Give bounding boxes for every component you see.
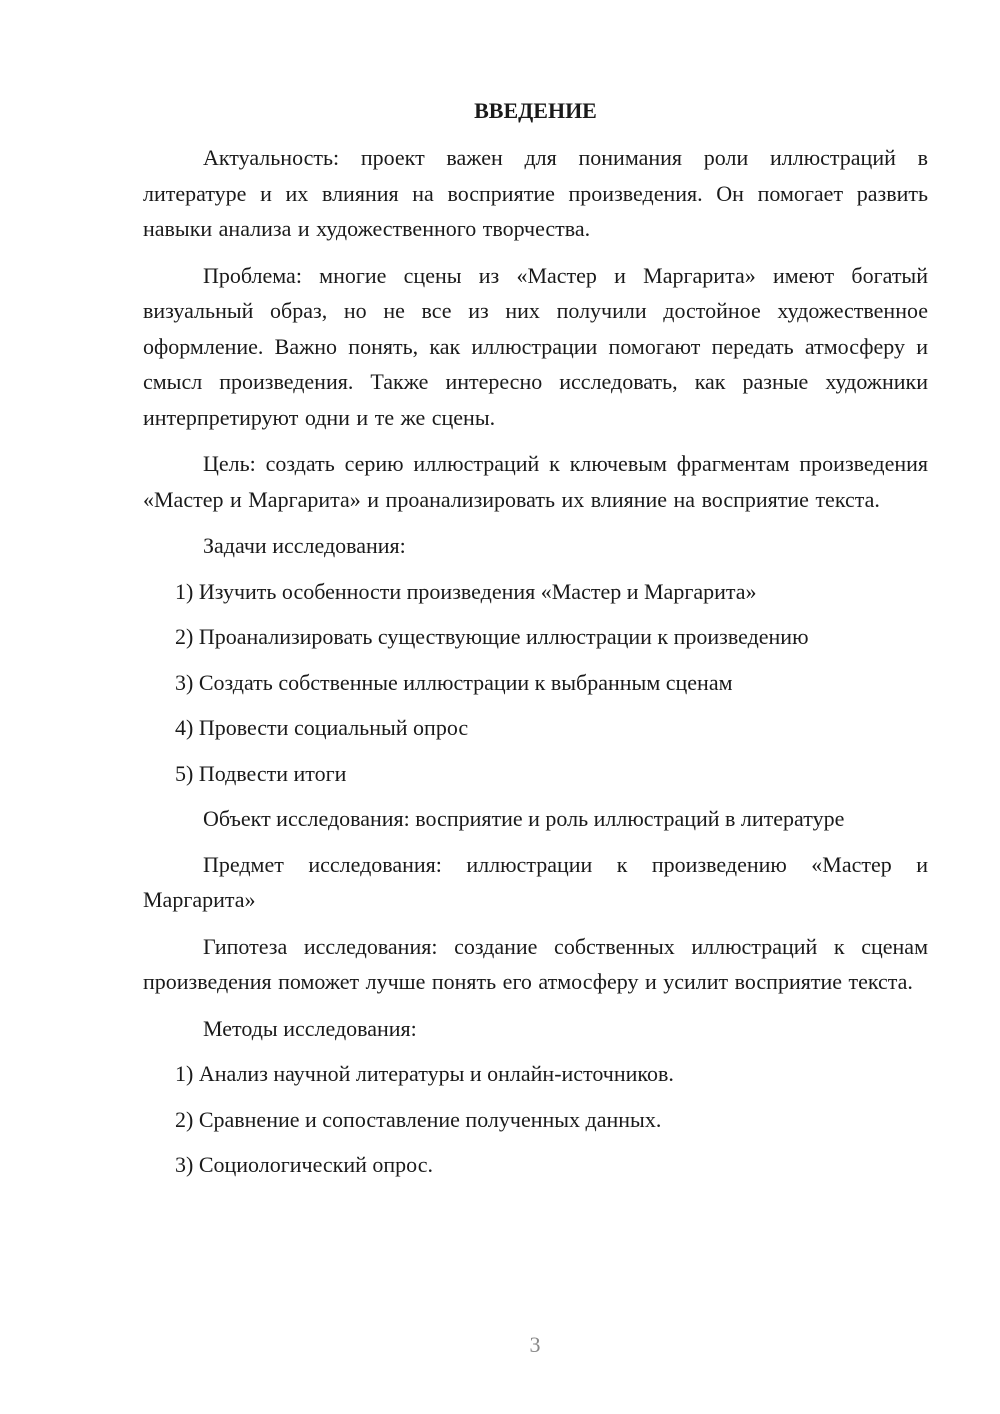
object-line: Объект исследования: восприятие и роль иллюстраций в литературе bbox=[203, 806, 845, 831]
list-item: 2) Сравнение и сопоставление полученных данных. bbox=[175, 1106, 662, 1132]
actuality-paragraph: Актуальность: проект важен для понимания роли иллюстраций в литературе и их влияния на восприятие произведения. Он помогает развить навыки анализа и художественного творчества. bbox=[143, 145, 928, 241]
list-item: 1) Анализ научной литературы и онлайн-источников. bbox=[175, 1061, 674, 1086]
list-item: 5) Подвести итоги bbox=[175, 760, 347, 786]
tasks-label: Задачи исследования: bbox=[203, 533, 406, 558]
section-heading: ВВЕДЕНИЕ bbox=[474, 98, 597, 123]
list-item: 2) Проанализировать существующие иллюстрации к произведению bbox=[175, 624, 809, 649]
hypothesis-paragraph: Гипотеза исследования: создание собственных иллюстраций к сценам произведения поможет лучше понять его атмосферу и усилит восприятие текста. bbox=[143, 933, 928, 994]
methods-list bbox=[143, 1056, 928, 1183]
list-item: 3) Социологический опрос. bbox=[175, 1152, 433, 1177]
list-item: 4) Провести социальный опрос bbox=[175, 715, 469, 740]
list-item: 1) Изучить особенности произведения «Мастер и Маргарита» bbox=[175, 578, 757, 604]
methods-label: Методы исследования: bbox=[203, 1015, 417, 1041]
page-number: 3 bbox=[529, 1332, 541, 1357]
goal-paragraph: Цель: создать серию иллюстраций к ключевым фрагментам произведения «Мастер и Маргарита» и проанализировать их влияние на восприятие текста. bbox=[143, 451, 928, 512]
list-item: 3) Создать собственные иллюстрации к выбранным сценам bbox=[175, 669, 733, 695]
problem-paragraph: Проблема: многие сцены из «Мастер и Маргарита» имеют богатый визуальный образ, но не все из них получили достойное художественное оформление. Важно понять, как иллюстрации помогают передать атмосферу и смысл произведения. Также интересно исследовать, как разные художники интерпретируют одни и те же сцены. bbox=[143, 262, 928, 430]
page-content bbox=[143, 93, 928, 1193]
tasks-list bbox=[143, 574, 928, 792]
subject-paragraph: Предмет исследования: иллюстрации к произведению «Мастер и Маргарита» bbox=[143, 851, 928, 912]
